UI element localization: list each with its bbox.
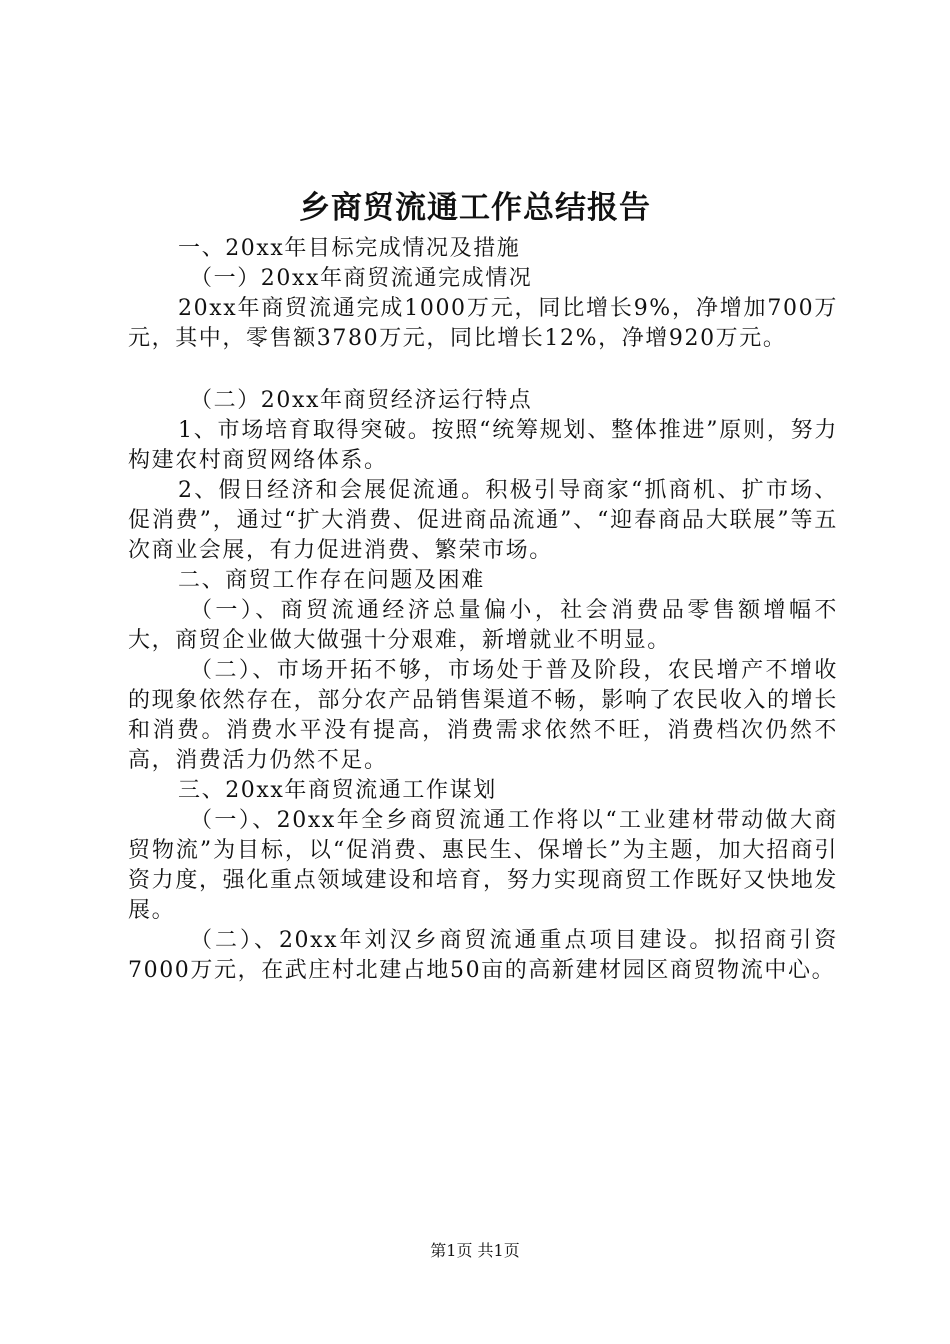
paragraph-completion-stats: 20xx年商贸流通完成1000万元，同比增长9%，净增加700万元，其中，零售额3780万元，同比增长12%，净增920万元。 bbox=[128, 296, 838, 351]
paragraph-plan-1: （一）、20xx年全乡商贸流通工作将以“工业建材带动做大商贸物流”为目标，以“促消费、惠民生、保增长”为主题，加大招商引资力度，强化重点领域建设和培育，努力实现商贸工作既好又快地发展。 bbox=[128, 808, 838, 923]
section-heading-3: 三、20xx年商贸流通工作谋划 bbox=[178, 778, 497, 803]
paragraph-problem-2: （二）、市场开拓不够，市场处于普及阶段，农民增产不增收的现象依然存在，部分农产品销售渠道不畅，影响了农民收入的增长和消费。消费水平没有提高，消费需求依然不旺，消费档次仍然不高，消费活力仍然不足。 bbox=[128, 658, 838, 773]
paragraph-gap bbox=[128, 354, 838, 386]
document-title: 乡商贸流通工作总结报告 bbox=[299, 190, 651, 226]
subsection-heading-1-1: （一）20xx年商贸流通完成情况 bbox=[190, 266, 533, 291]
section-heading-1: 一、20xx年目标完成情况及措施 bbox=[178, 236, 521, 261]
subsection-heading-1-2: （二）20xx年商贸经济运行特点 bbox=[190, 388, 533, 413]
paragraph-problem-1: （一）、商贸流通经济总量偏小，社会消费品零售额增幅不大，商贸企业做大做强十分艰难，新增就业不明显。 bbox=[128, 598, 838, 653]
paragraph-plan-2: （二）、20xx年刘汉乡商贸流通重点项目建设。拟招商引资7000万元，在武庄村北建占地50亩的高新建材园区商贸物流中心。 bbox=[128, 928, 838, 983]
page-number-footer: 第1页 共1页 bbox=[430, 1241, 520, 1260]
paragraph-holiday-economy: 2、假日经济和会展促流通。积极引导商家“抓商机、扩市场、促消费”，通过“扩大消费、促进商品流通”、“迎春商品大联展”等五次商业会展，有力促进消费、繁荣市场。 bbox=[128, 478, 838, 563]
paragraph-market-cultivation: 1、市场培育取得突破。按照“统筹规划、整体推进”原则，努力构建农村商贸网络体系。 bbox=[128, 418, 838, 473]
document-body bbox=[128, 234, 838, 986]
section-heading-2: 二、商贸工作存在问题及困难 bbox=[178, 568, 485, 593]
